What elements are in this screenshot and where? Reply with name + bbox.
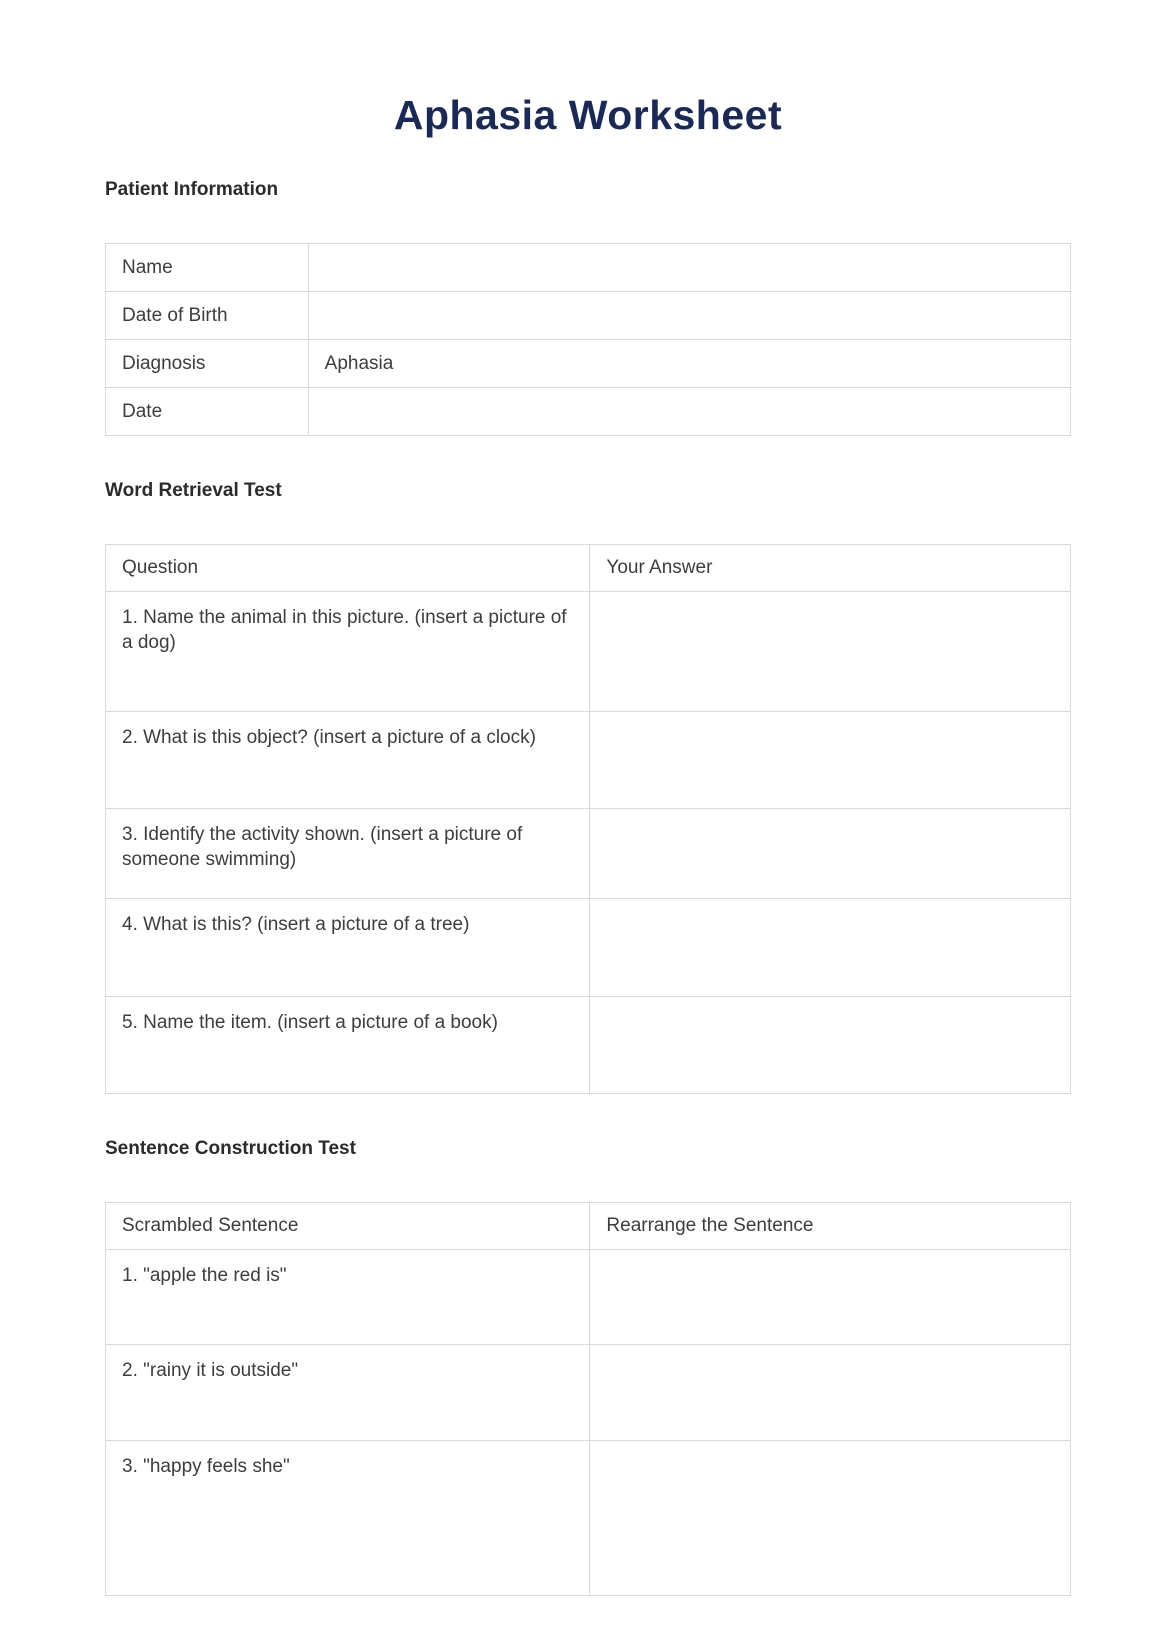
table-row <box>106 388 1071 436</box>
table-row <box>106 712 1071 809</box>
question-cell: 2. What is this object? (insert a picture of a clock) <box>106 712 590 809</box>
column-header-rearrange-sentence: Rearrange the Sentence <box>590 1203 1071 1250</box>
sentence-construction-header-row <box>106 1203 1071 1250</box>
patient-field-value: Aphasia <box>308 340 1070 388</box>
patient-information-table <box>105 243 1071 436</box>
table-row <box>106 1345 1071 1441</box>
scrambled-sentence-cell: 3. "happy feels she" <box>106 1441 590 1596</box>
word-retrieval-heading: Word Retrieval Test <box>105 480 282 501</box>
patient-field-value <box>308 292 1070 340</box>
column-header-question: Question <box>106 545 590 592</box>
answer-cell <box>590 899 1071 997</box>
table-row <box>106 340 1071 388</box>
table-row <box>106 1441 1071 1596</box>
patient-field-label: Date of Birth <box>106 292 309 340</box>
table-row <box>106 899 1071 997</box>
patient-information-heading: Patient Information <box>105 179 279 200</box>
question-cell: 1. Name the animal in this picture. (insert a picture of a dog) <box>106 592 590 712</box>
page-title: Aphasia Worksheet <box>393 92 783 138</box>
sentence-construction-heading: Sentence Construction Test <box>105 1138 356 1159</box>
answer-cell <box>590 592 1071 712</box>
patient-field-label: Diagnosis <box>106 340 309 388</box>
patient-field-value <box>308 388 1070 436</box>
table-row <box>106 1250 1071 1345</box>
question-cell: 4. What is this? (insert a picture of a tree) <box>106 899 590 997</box>
table-row <box>106 809 1071 899</box>
scrambled-sentence-cell: 1. "apple the red is" <box>106 1250 590 1345</box>
answer-cell <box>590 997 1071 1094</box>
table-row <box>106 592 1071 712</box>
table-row <box>106 244 1071 292</box>
sentence-construction-table <box>105 1202 1071 1596</box>
patient-field-label: Name <box>106 244 309 292</box>
answer-cell <box>590 809 1071 899</box>
answer-cell <box>590 1345 1071 1441</box>
table-row <box>106 292 1071 340</box>
word-retrieval-header-row <box>106 545 1071 592</box>
table-row <box>106 997 1071 1094</box>
question-cell: 3. Identify the activity shown. (insert a picture of someone swimming) <box>106 809 590 899</box>
answer-cell <box>590 712 1071 809</box>
question-cell: 5. Name the item. (insert a picture of a book) <box>106 997 590 1094</box>
answer-cell <box>590 1250 1071 1345</box>
scrambled-sentence-cell: 2. "rainy it is outside" <box>106 1345 590 1441</box>
column-header-your-answer: Your Answer <box>590 545 1071 592</box>
column-header-scrambled-sentence: Scrambled Sentence <box>106 1203 590 1250</box>
patient-field-label: Date <box>106 388 309 436</box>
answer-cell <box>590 1441 1071 1596</box>
patient-field-value <box>308 244 1070 292</box>
word-retrieval-table <box>105 544 1071 1094</box>
